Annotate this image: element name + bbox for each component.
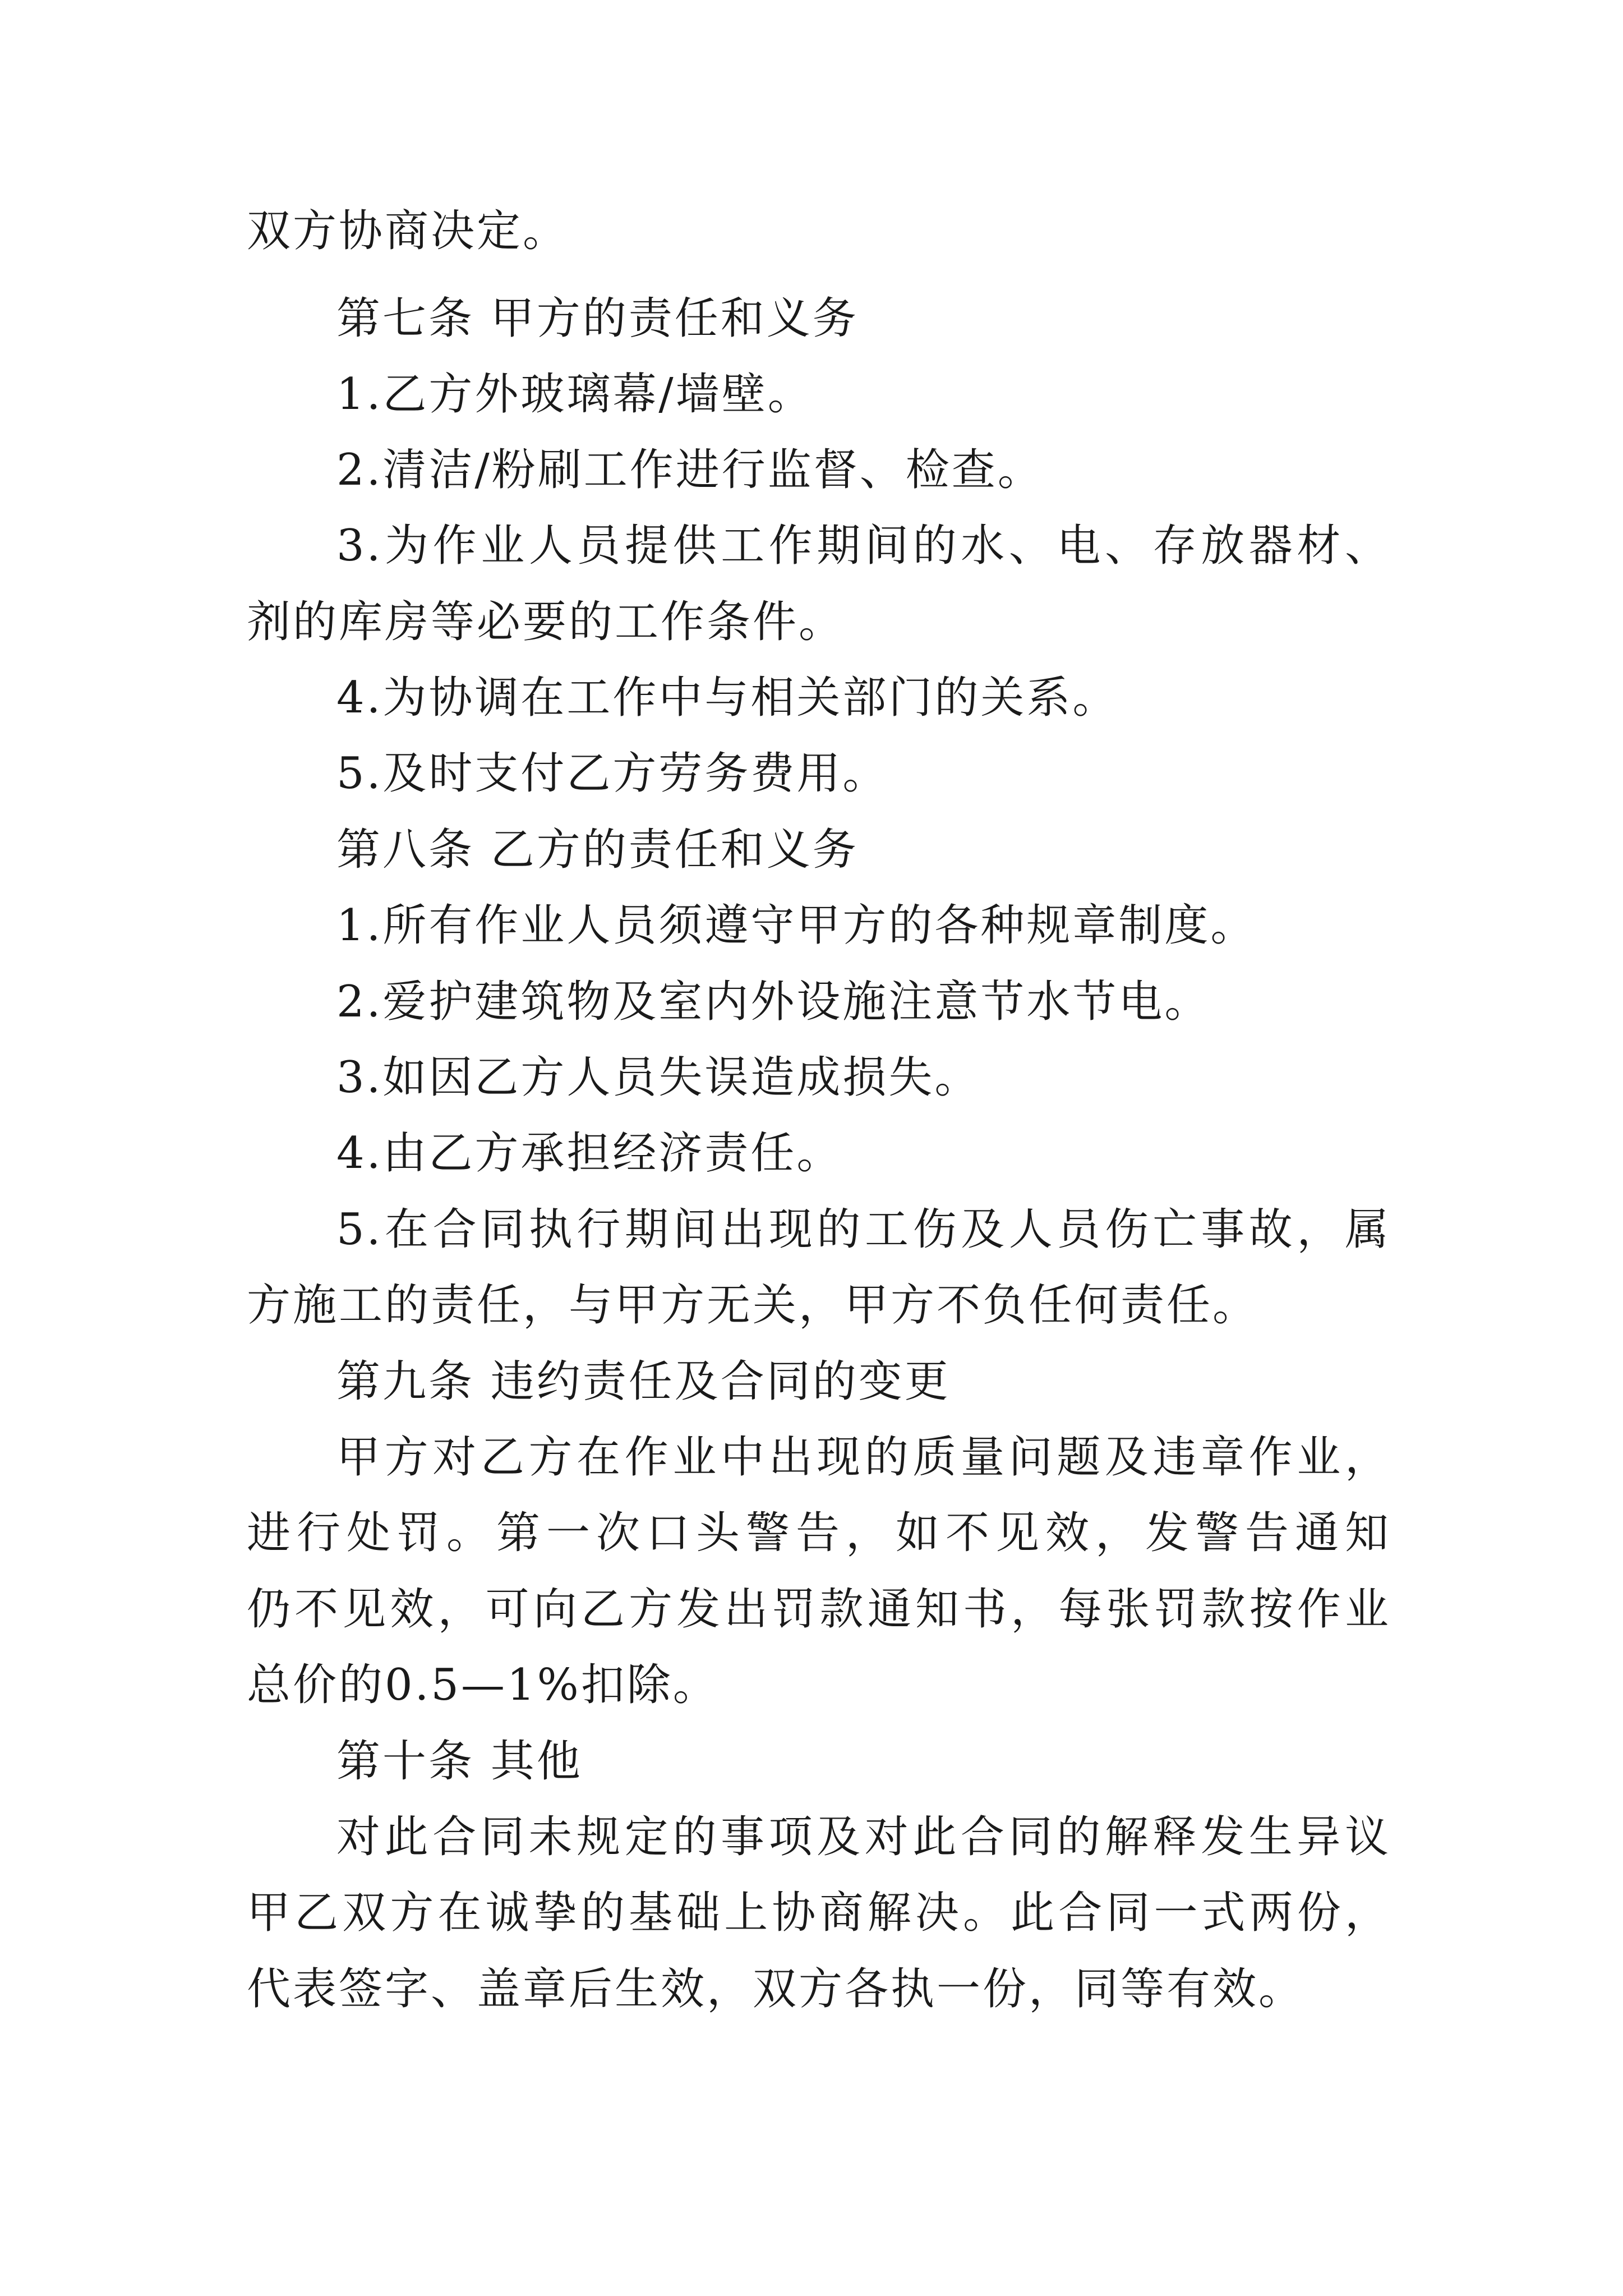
text-line: 剂的库房等必要的工作条件。 [247, 597, 845, 647]
text-line: 方施工的责任，与甲方无关，甲方不负任何责任。 [247, 1280, 1259, 1331]
list-item: 2.清洁/粉刷工作进行监督、检查。 [336, 445, 1044, 495]
paragraph-line: 甲乙双方在诚挚的基础上协商解决。此合同一式两份， [247, 1888, 1391, 1938]
paragraph-line: 甲方对乙方在作业中出现的质量问题及违章作业， [336, 1432, 1391, 1483]
list-item: 4.由乙方承担经济责任。 [336, 1128, 843, 1179]
paragraph-line: 代表签字、盖章后生效，双方各执一份，同等有效。 [247, 1964, 1305, 2014]
list-item: 5.在合同执行期间出现的工伤及人员伤亡事故，属 [336, 1204, 1391, 1255]
text-line: 双方协商决定。 [247, 206, 569, 256]
list-item: 3.为作业人员提供工作期间的水、电、存放器材、 [336, 521, 1391, 571]
article-heading: 第十条 其他 [336, 1736, 583, 1787]
paragraph-line: 对此合同未规定的事项及对此合同的解释发生异议 [336, 1812, 1391, 1862]
paragraph-line: 进行处罚。第一次口头警告，如不见效，发警告通知 [247, 1508, 1391, 1558]
paragraph-line: 总价的0.5—1%扣除。 [247, 1660, 719, 1710]
list-item: 2.爱护建筑物及室内外设施注意节水节电。 [336, 977, 1211, 1027]
paragraph-line: 仍不见效，可向乙方发出罚款通知书，每张罚款按作业 [247, 1584, 1391, 1635]
list-item: 1.所有作业人员须遵守甲方的各种规章制度。 [336, 900, 1257, 951]
list-item: 3.如因乙方人员失误造成损失。 [336, 1052, 981, 1103]
list-item: 1.乙方外玻璃幕/墙壁。 [336, 369, 814, 420]
article-heading: 第八条 乙方的责任和义务 [336, 825, 859, 875]
article-heading: 第九条 违约责任及合同的变更 [336, 1356, 951, 1407]
list-item: 4.为协调在工作中与相关部门的关系。 [336, 673, 1119, 723]
article-heading: 第七条 甲方的责任和义务 [336, 293, 859, 344]
list-item: 5.及时支付乙方劳务费用。 [336, 748, 889, 799]
